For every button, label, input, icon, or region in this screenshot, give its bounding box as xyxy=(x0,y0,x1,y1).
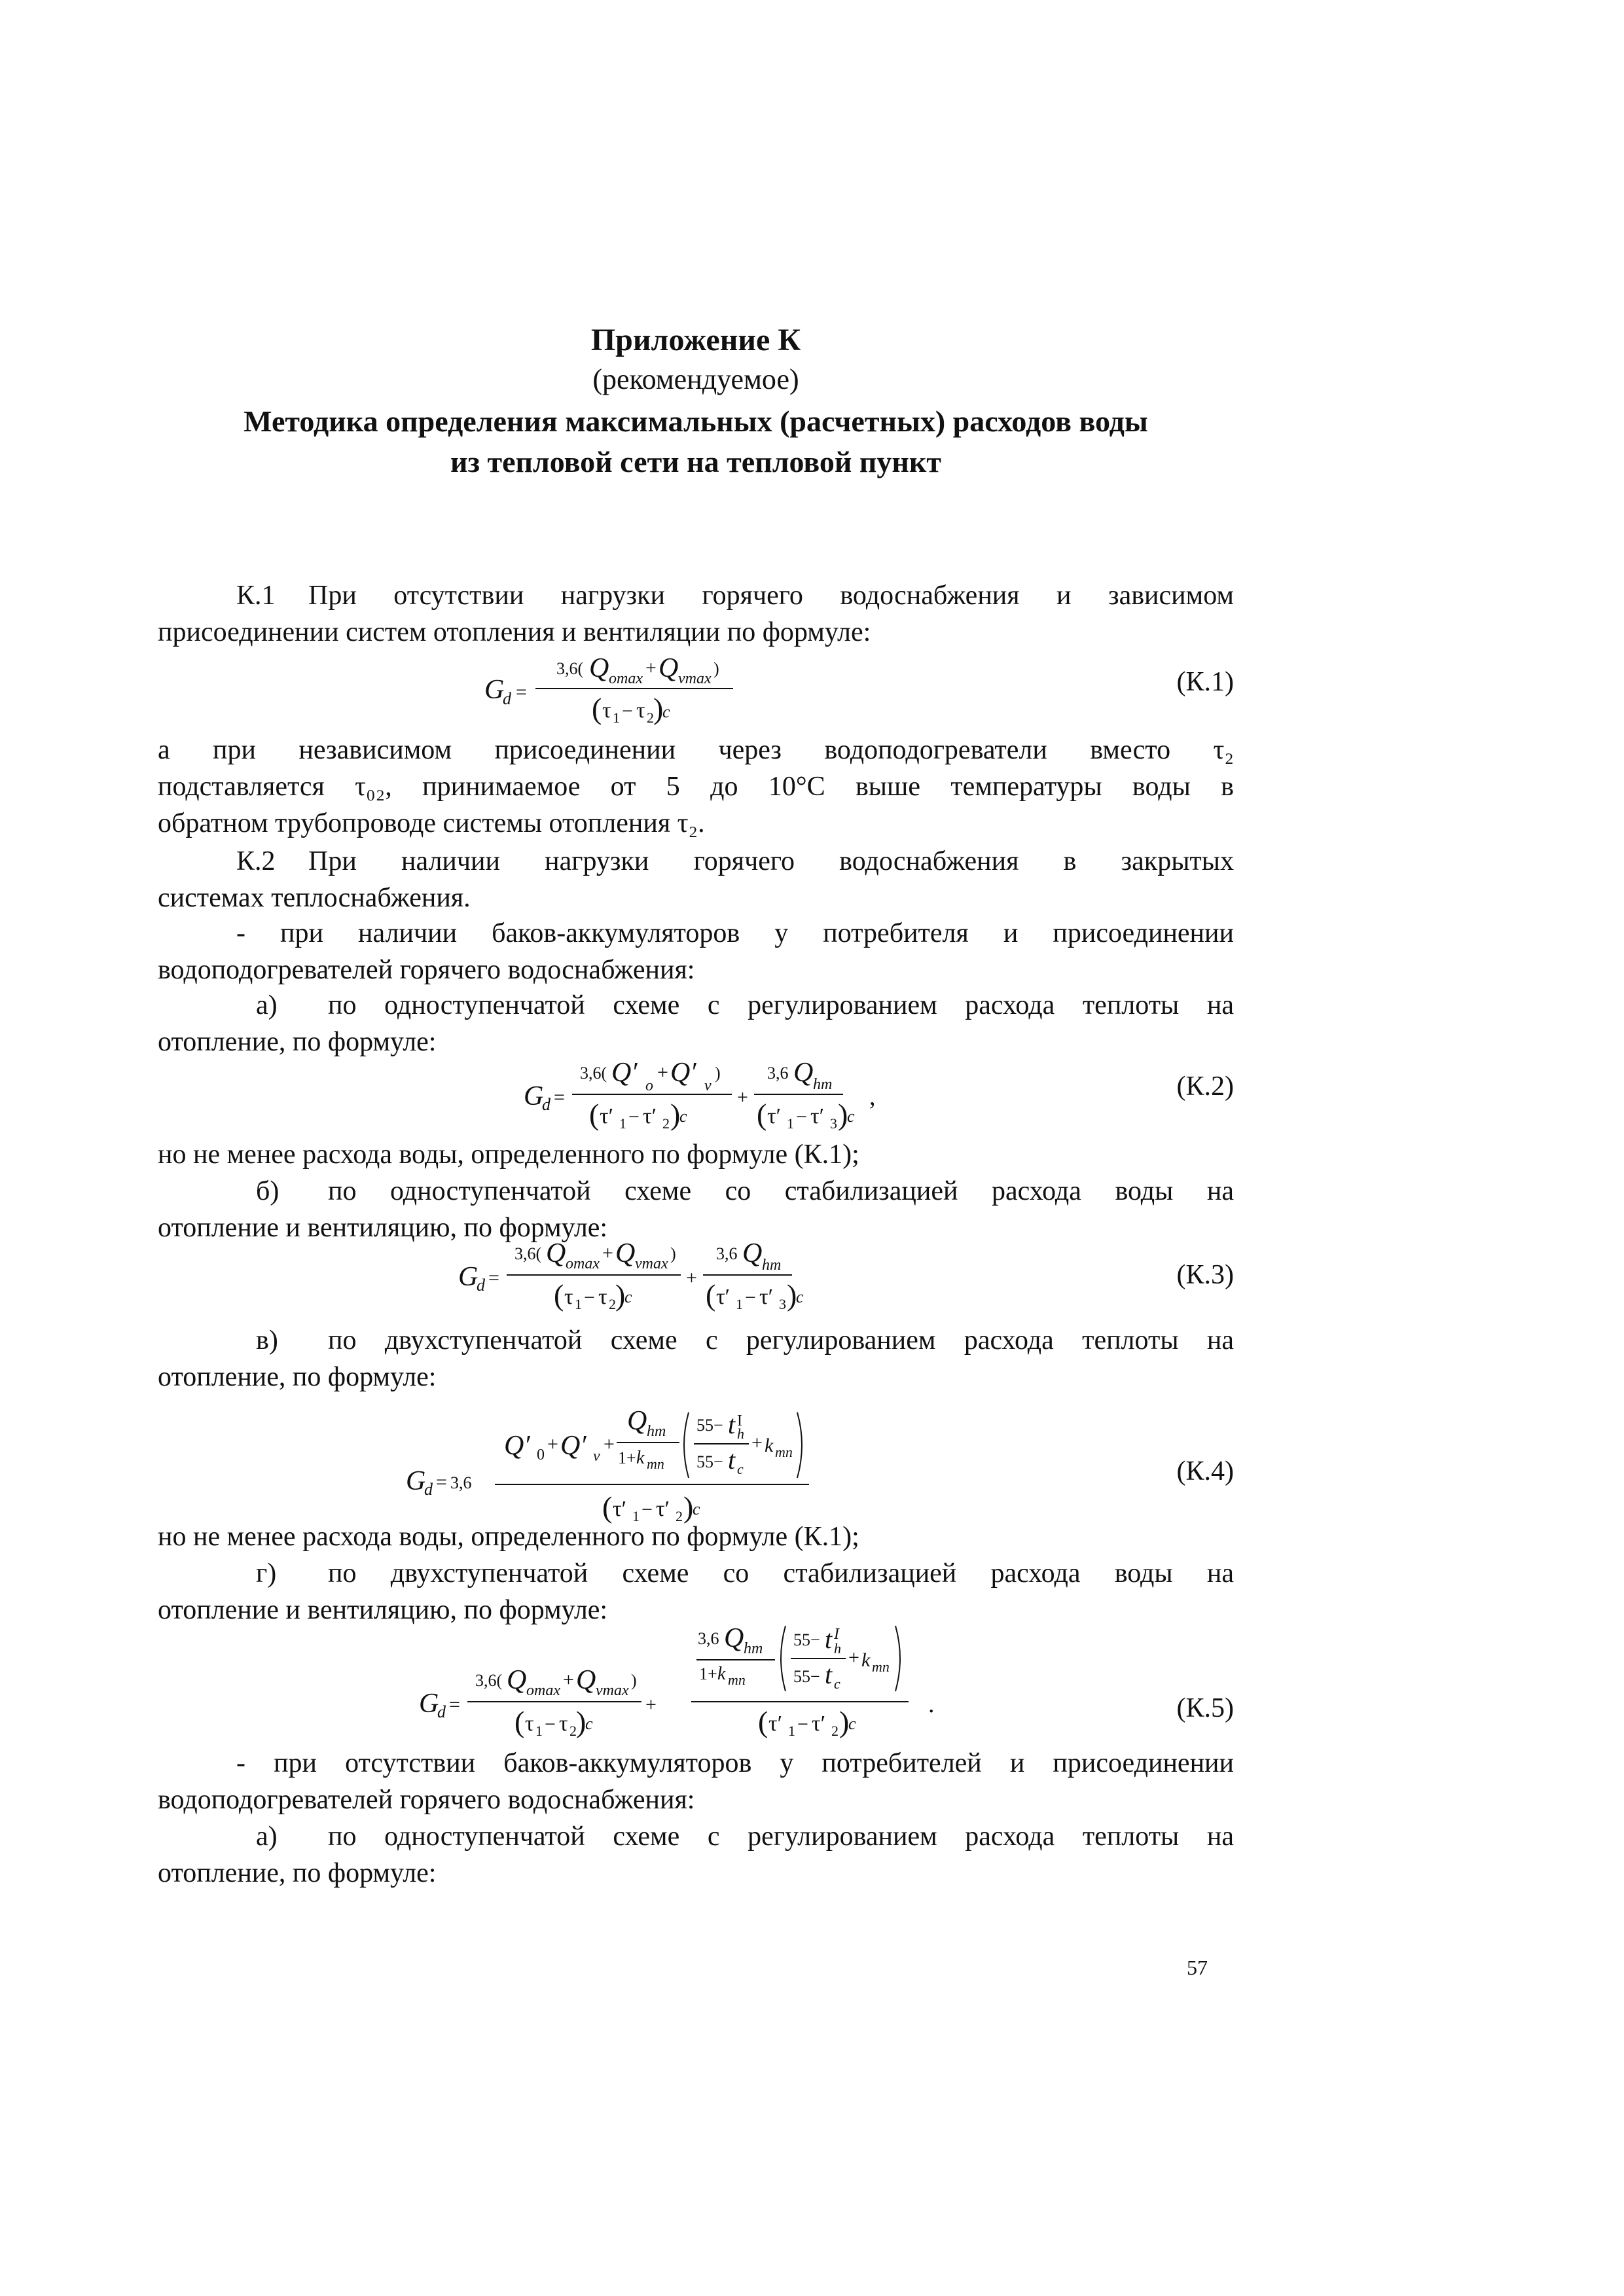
svg-text:τ: τ xyxy=(598,1285,607,1309)
svg-text:(: ( xyxy=(514,1705,525,1738)
svg-text:1: 1 xyxy=(613,709,620,726)
svg-text:1: 1 xyxy=(535,1723,543,1739)
k2-paragraph-line2: системах теплоснабжения. xyxy=(158,883,471,913)
item-g-line2: отопление и вентиляцию, по формуле: xyxy=(158,1595,608,1625)
svg-text:(: ( xyxy=(602,1490,613,1524)
formula-k2 xyxy=(524,1054,943,1139)
svg-text:Q′: Q′ xyxy=(611,1058,638,1088)
svg-text:−: − xyxy=(796,1106,807,1128)
item-a-label: а) xyxy=(256,990,278,1020)
svg-text:τ: τ xyxy=(559,1712,568,1736)
svg-text:c: c xyxy=(624,1287,632,1306)
svg-text:d: d xyxy=(542,1095,550,1114)
svg-text:1: 1 xyxy=(736,1296,743,1312)
svg-text:k: k xyxy=(636,1448,645,1468)
svg-text:): ) xyxy=(670,1244,676,1263)
formula-k1 xyxy=(484,649,851,734)
svg-text:(: ( xyxy=(592,692,602,725)
k1-label: К.1 xyxy=(236,581,276,611)
svg-text:τ: τ xyxy=(564,1285,573,1309)
svg-text:τ′: τ′ xyxy=(716,1285,731,1309)
svg-text:=: = xyxy=(488,1267,499,1289)
svg-text:d: d xyxy=(424,1480,433,1499)
svg-text:Q′: Q′ xyxy=(560,1431,586,1461)
svg-text:c: c xyxy=(585,1714,593,1733)
svg-text:3,6: 3,6 xyxy=(767,1064,789,1083)
svg-text:Q: Q xyxy=(546,1238,566,1268)
appendix-name-line2: из тепловой сети на тепловой пункт xyxy=(450,445,941,478)
svg-text:G: G xyxy=(458,1262,478,1292)
svg-text:omax: omax xyxy=(526,1682,560,1699)
svg-text:c: c xyxy=(834,1676,840,1692)
svg-text:Q: Q xyxy=(615,1238,636,1268)
svg-text:omax: omax xyxy=(609,670,643,687)
svg-text:τ′: τ′ xyxy=(812,1712,826,1736)
svg-text:I: I xyxy=(834,1626,839,1643)
svg-text:d: d xyxy=(477,1276,485,1295)
item-b-line2: отопление и вентиляцию, по формуле: xyxy=(158,1213,608,1243)
k1-paragraph-line2: присоединении систем отопления и вентиляции по формуле: xyxy=(158,617,871,647)
item-g-label: г) xyxy=(256,1558,277,1588)
svg-text:1: 1 xyxy=(788,1723,795,1739)
svg-text:G: G xyxy=(484,675,505,705)
svg-text:c: c xyxy=(662,702,670,721)
appendix-name-line1: Методика определения максимальных (расчетных) расходов воды xyxy=(244,404,1148,438)
svg-text:+: + xyxy=(563,1669,574,1691)
svg-text:Q′: Q′ xyxy=(670,1058,696,1088)
svg-text:o: o xyxy=(645,1077,653,1094)
svg-text:55−: 55− xyxy=(793,1667,820,1686)
svg-text:+: + xyxy=(547,1433,558,1455)
item-b-label: б) xyxy=(256,1176,280,1206)
svg-text:t: t xyxy=(825,1660,833,1689)
svg-text:omax: omax xyxy=(566,1255,600,1272)
svg-text:3,6(: 3,6( xyxy=(580,1064,607,1083)
svg-text:t: t xyxy=(825,1624,833,1654)
svg-text:G: G xyxy=(419,1689,439,1719)
svg-text:.: . xyxy=(928,1691,935,1718)
svg-text:+: + xyxy=(604,1433,615,1455)
svg-text:G: G xyxy=(524,1081,544,1111)
dash2-line2: водоподогревателей горячего водоснабжения: xyxy=(158,1785,695,1815)
svg-text:55−: 55− xyxy=(696,1416,723,1435)
svg-text:−: − xyxy=(797,1713,808,1735)
equation-number-k1: (К.1) xyxy=(1176,667,1234,697)
svg-text:hm: hm xyxy=(813,1076,833,1093)
svg-text:vmax: vmax xyxy=(678,670,712,687)
svg-text:): ) xyxy=(670,1098,681,1131)
svg-text:mn: mn xyxy=(647,1456,664,1472)
appendix-title: Приложение К xyxy=(590,323,801,357)
dash2-line1: - при отсутствии баков-аккумуляторов у потребителей и присоединении xyxy=(236,1748,1234,1778)
svg-text:2: 2 xyxy=(647,709,654,726)
svg-text:Q: Q xyxy=(507,1665,527,1695)
svg-text:3,6: 3,6 xyxy=(450,1473,472,1492)
svg-text:=: = xyxy=(554,1086,565,1108)
item-a2-line1: а) по одноступенчатой схеме с регулированием расхода теплоты на xyxy=(158,1818,1234,1855)
svg-text:(: ( xyxy=(758,1705,768,1738)
svg-text:c: c xyxy=(847,1107,855,1126)
svg-text:): ) xyxy=(838,1098,848,1131)
k1-after-line1: а при независимом присоединении через водоподогреватели вместо τ₂ xyxy=(158,735,1234,765)
svg-text:55−: 55− xyxy=(793,1630,820,1649)
formula-k5 xyxy=(419,1621,956,1745)
svg-text:): ) xyxy=(615,1278,626,1312)
svg-text:3,6: 3,6 xyxy=(716,1244,738,1263)
svg-text:hm: hm xyxy=(762,1257,782,1274)
svg-text:): ) xyxy=(713,659,719,678)
item-a2-label: а) xyxy=(256,1821,278,1852)
svg-text:−: − xyxy=(745,1287,756,1308)
equation-number-k3: (К.3) xyxy=(1176,1260,1234,1290)
svg-text:vmax: vmax xyxy=(635,1255,668,1272)
svg-text:3: 3 xyxy=(779,1296,786,1312)
svg-text:1+: 1+ xyxy=(699,1664,717,1683)
svg-text:1: 1 xyxy=(632,1508,640,1524)
svg-text:c: c xyxy=(796,1287,804,1306)
k2-dash1-line1: - при наличии баков-аккумуляторов у потребителя и присоединении xyxy=(236,918,1234,948)
svg-text:Q: Q xyxy=(742,1238,763,1268)
svg-text:55−: 55− xyxy=(696,1452,723,1471)
svg-text:Q′: Q′ xyxy=(504,1431,530,1461)
svg-text:h: h xyxy=(737,1426,744,1442)
svg-text:Q: Q xyxy=(724,1623,744,1653)
svg-text:=: = xyxy=(516,681,527,703)
svg-text:(: ( xyxy=(706,1278,716,1312)
svg-text:τ′: τ′ xyxy=(767,1104,782,1128)
svg-text:): ) xyxy=(787,1278,797,1312)
svg-text:+: + xyxy=(686,1267,697,1289)
svg-text:hm: hm xyxy=(647,1423,666,1440)
svg-text:2: 2 xyxy=(676,1508,683,1524)
k2-dash1-line2: водоподогревателей горячего водоснабжения: xyxy=(158,955,695,985)
svg-text:τ: τ xyxy=(525,1712,534,1736)
svg-text:d: d xyxy=(437,1702,446,1721)
svg-text:): ) xyxy=(631,1671,637,1690)
svg-text:Q: Q xyxy=(659,653,679,683)
svg-text:2: 2 xyxy=(609,1296,616,1312)
svg-text:Q: Q xyxy=(589,653,609,683)
item-v-label: в) xyxy=(256,1325,278,1355)
svg-text:(: ( xyxy=(757,1098,767,1131)
item-g-line1: г) по двухступенчатой схеме со стабилизацией расхода воды на xyxy=(158,1555,1234,1592)
svg-text:Q: Q xyxy=(793,1058,814,1088)
svg-text:−: − xyxy=(641,1499,653,1520)
svg-text:3,6(: 3,6( xyxy=(556,659,584,678)
svg-text:2: 2 xyxy=(831,1723,839,1739)
svg-text:1: 1 xyxy=(575,1296,582,1312)
svg-text:): ) xyxy=(683,1490,694,1524)
svg-text:c: c xyxy=(848,1714,856,1733)
svg-text:mn: mn xyxy=(775,1444,793,1460)
svg-text:c: c xyxy=(737,1461,744,1477)
k2-label: К.2 xyxy=(236,846,276,876)
svg-text:τ: τ xyxy=(636,698,645,723)
k2-paragraph-line1: К.2 При наличии нагрузки горячего водоснабжения в закрытых xyxy=(158,843,1234,880)
svg-text:k: k xyxy=(765,1435,774,1456)
appendix-status: (рекомендуемое) xyxy=(592,363,799,395)
svg-text:+: + xyxy=(602,1242,613,1264)
svg-text:τ′: τ′ xyxy=(768,1712,783,1736)
svg-text:(: ( xyxy=(554,1278,564,1312)
k1-after-line2: подставляется τ₀₂, принимаемое от 5 до 10°С выше температуры воды в xyxy=(158,772,1234,802)
svg-text:−: − xyxy=(628,1106,640,1128)
svg-text:hm: hm xyxy=(744,1640,763,1657)
svg-text:−: − xyxy=(545,1713,556,1735)
item-b-line1: б) по одноступенчатой схеме со стабилизацией расхода воды на xyxy=(158,1173,1234,1210)
svg-text:I: I xyxy=(737,1412,742,1429)
svg-text:τ′: τ′ xyxy=(600,1104,614,1128)
svg-text:−: − xyxy=(622,700,633,722)
svg-text:): ) xyxy=(653,692,664,725)
page-number: 57 xyxy=(1187,1956,1208,1979)
svg-text:0: 0 xyxy=(537,1446,545,1463)
svg-text:t: t xyxy=(728,1410,736,1439)
svg-text:c: c xyxy=(693,1499,700,1518)
svg-text:+: + xyxy=(657,1062,668,1083)
svg-text:+: + xyxy=(645,657,657,679)
svg-text:t: t xyxy=(728,1445,736,1475)
svg-text:τ′: τ′ xyxy=(656,1497,670,1521)
svg-text:τ: τ xyxy=(602,698,611,723)
item-a2-line2: отопление, по формуле: xyxy=(158,1858,437,1888)
equation-number-k2: (К.2) xyxy=(1176,1071,1234,1102)
svg-text:+: + xyxy=(645,1694,657,1715)
svg-text:,: , xyxy=(869,1083,876,1111)
svg-text:τ′: τ′ xyxy=(810,1104,825,1128)
k1-paragraph-line1: К.1 При отсутствии нагрузки горячего водоснабжения и зависимом xyxy=(158,577,1234,614)
svg-text:c: c xyxy=(679,1107,687,1126)
formula-k4 xyxy=(406,1386,864,1530)
svg-text:3,6: 3,6 xyxy=(698,1629,719,1648)
svg-text:2: 2 xyxy=(569,1723,577,1739)
svg-text:d: d xyxy=(503,689,511,708)
svg-text:Q: Q xyxy=(576,1665,596,1695)
svg-text:=: = xyxy=(436,1471,447,1493)
svg-text:): ) xyxy=(715,1064,721,1083)
svg-text:mn: mn xyxy=(728,1672,746,1688)
svg-text:1: 1 xyxy=(787,1115,794,1132)
svg-text:+: + xyxy=(737,1086,748,1108)
svg-text:Q: Q xyxy=(627,1406,647,1436)
svg-text:vmax: vmax xyxy=(596,1682,629,1699)
svg-text:): ) xyxy=(576,1705,586,1738)
svg-text:τ′: τ′ xyxy=(643,1104,657,1128)
svg-text:3,6(: 3,6( xyxy=(475,1671,503,1690)
svg-text:): ) xyxy=(839,1705,850,1738)
svg-text:(: ( xyxy=(589,1098,600,1131)
svg-text:v: v xyxy=(593,1448,600,1465)
equation-number-k5: (К.5) xyxy=(1176,1693,1234,1723)
note-after-k2: но не менее расхода воды, определенного по формуле (К.1); xyxy=(158,1139,859,1170)
item-v-line2: отопление, по формуле: xyxy=(158,1362,437,1392)
svg-text:k: k xyxy=(861,1649,871,1671)
svg-text:τ′: τ′ xyxy=(759,1285,774,1309)
svg-text:k: k xyxy=(717,1664,726,1684)
equation-number-k4: (К.4) xyxy=(1176,1456,1234,1486)
svg-text:+: + xyxy=(848,1647,859,1668)
item-v-line1: в) по двухступенчатой схеме с регулированием расхода теплоты на xyxy=(158,1322,1234,1359)
svg-text:G: G xyxy=(406,1466,426,1496)
svg-text:2: 2 xyxy=(662,1115,670,1132)
svg-text:τ′: τ′ xyxy=(613,1497,627,1521)
svg-text:−: − xyxy=(584,1287,595,1308)
item-a-line2: отопление, по формуле: xyxy=(158,1027,437,1057)
svg-text:mn: mn xyxy=(872,1659,890,1675)
svg-text:h: h xyxy=(834,1640,841,1657)
svg-text:1: 1 xyxy=(619,1115,626,1132)
svg-text:v: v xyxy=(704,1077,712,1094)
formula-k3 xyxy=(458,1234,877,1319)
item-a-line1: а) по одноступенчатой схеме с регулированием расхода теплоты на xyxy=(158,987,1234,1024)
svg-text:+: + xyxy=(751,1432,763,1454)
svg-text:1+: 1+ xyxy=(618,1448,636,1467)
note-after-k4: но не менее расхода воды, определенного по формуле (К.1); xyxy=(158,1522,859,1552)
k1-after-line3: обратном трубопроводе системы отопления τ₂. xyxy=(158,808,705,838)
svg-text:3: 3 xyxy=(830,1115,837,1132)
svg-text:3,6(: 3,6( xyxy=(514,1244,542,1263)
svg-text:=: = xyxy=(449,1694,460,1715)
